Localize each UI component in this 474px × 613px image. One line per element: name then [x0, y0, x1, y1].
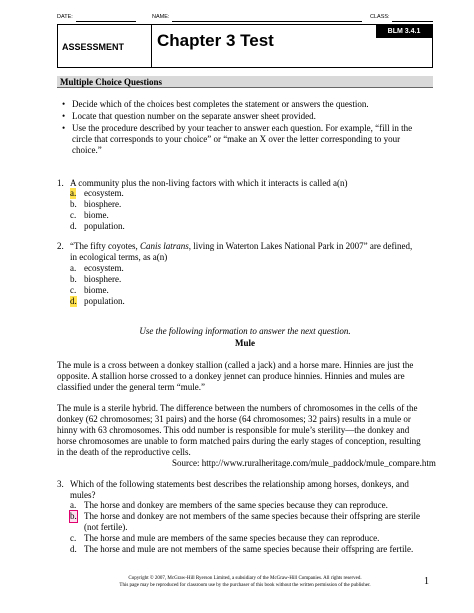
- info-para-2-line-3: hinny with 63 chromosomes. This odd number is responsible for mule’s sterility—the donkey and: [57, 425, 410, 435]
- q1-option-d-letter[interactable]: d.: [70, 221, 77, 231]
- footer: [57, 575, 433, 589]
- q3-option-d-letter[interactable]: d.: [70, 544, 77, 554]
- title-divider: [151, 25, 152, 67]
- bullet-icon: •: [62, 123, 66, 133]
- bullet-icon: •: [62, 111, 66, 121]
- question-1-text: A community plus the non-living factors with which it interacts is called a(n): [70, 178, 348, 188]
- q2-option-d-letter[interactable]: d.: [70, 296, 77, 306]
- name-line: [172, 21, 362, 22]
- info-para-2-line-1: The mule is a sterile hybrid. The difference between the numbers of chromosomes in the cells of the: [57, 403, 418, 413]
- q3-option-c-letter[interactable]: c.: [70, 533, 77, 543]
- info-para-2-line-4: horse chromosomes are unable to form matched pairs during the early stages of conception, resulting: [57, 436, 421, 446]
- section-heading: Multiple Choice Questions: [57, 76, 433, 88]
- question-1-number: 1.: [57, 178, 64, 188]
- question-2-text-line-2: in ecological terms, as a(n): [70, 252, 168, 262]
- question-3-text-line-1: Which of the following statements best describes the relationship among horses, donkeys, and: [70, 479, 409, 489]
- q1-option-c-text: biome.: [84, 210, 109, 220]
- q2-option-c-letter[interactable]: c.: [70, 285, 77, 295]
- info-para-1-line-1: The mule is a cross between a donkey stallion (called a jack) and a horse mare. Hinnies are just the: [57, 360, 414, 370]
- q1-option-a-text: ecosystem.: [84, 188, 124, 198]
- question-2-text: “The fifty coyotes, Canis latrans, living in Waterton Lakes National Park in 2007” are defined,: [70, 241, 413, 251]
- info-intro: Use the following information to answer the next question.: [139, 326, 351, 336]
- instruction-3-line-1: Use the procedure described by your teacher to answer each question. For example, “fill in the: [72, 123, 413, 133]
- footer-permission: This page may be reproduced for classroom use by the purchaser of this book without the written permission of the publisher.: [119, 583, 371, 588]
- question-3-number: 3.: [57, 479, 64, 489]
- q3-option-d-text: The horse and mule are not members of the same species because their offspring are fertile.: [84, 544, 414, 554]
- page-title: Chapter 3 Test: [157, 31, 274, 50]
- q3-option-a-letter[interactable]: a.: [70, 500, 77, 510]
- info-para-2-line-2: donkey (62 chromosomes; 31 pairs) and the horse (64 chromosomes; 32 pairs) results in a mule or: [57, 414, 411, 424]
- info-source: Source: http://www.ruralheritage.com/mule_paddock/mule_compare.htm: [172, 458, 436, 468]
- bullet-icon: •: [62, 99, 66, 109]
- info-para-2-line-5: in the death of the reproductive cells.: [57, 447, 191, 457]
- question-3-text-line-2: mules?: [70, 490, 96, 500]
- q1-option-b-letter[interactable]: b.: [70, 199, 77, 209]
- q2-option-c-text: biome.: [84, 285, 109, 295]
- question-2-number: 2.: [57, 241, 64, 251]
- date-label: DATE:: [57, 14, 73, 20]
- instruction-3-line-2: circle that corresponds to your choice” or “make an X over the letter corresponding to your: [72, 134, 401, 144]
- name-label: NAME:: [152, 14, 170, 20]
- blm-badge: BLM 3.4.1: [376, 25, 432, 38]
- instruction-2: Locate that question number on the separate answer sheet provided.: [72, 111, 316, 121]
- q2-option-b-text: biosphere.: [84, 274, 122, 284]
- class-label: CLASS:: [370, 14, 390, 20]
- info-para-1-line-3: classified under the general term “mule.”: [57, 382, 205, 392]
- info-para-1-line-2: opposite. A stallion horse crossed to a donkey jennet can produce hinnies. Hinnies and mules are: [57, 371, 405, 381]
- q3-option-b-text-line-2: (not fertile).: [84, 522, 128, 532]
- q1-option-b-text: biosphere.: [84, 199, 122, 209]
- page-number: 1: [424, 576, 429, 587]
- title-box: [57, 24, 433, 68]
- q2-option-a-text: ecosystem.: [84, 263, 124, 273]
- q1-option-d-text: population.: [84, 221, 125, 231]
- q3-option-c-text: The horse and mule are members of the same species because they can reproduce.: [84, 533, 380, 543]
- q2-option-b-letter[interactable]: b.: [70, 274, 77, 284]
- q3-option-b-text-line-1: The horse and donkey are not members of the same species because their offspring are sterile: [84, 511, 420, 521]
- q1-option-c-letter[interactable]: c.: [70, 210, 77, 220]
- date-line: [76, 21, 136, 22]
- q1-option-a-letter[interactable]: a.: [70, 188, 77, 198]
- instruction-1: Decide which of the choices best completes the statement or answers the question.: [72, 99, 369, 109]
- q2-option-a-letter[interactable]: a.: [70, 263, 77, 273]
- q2-option-d-text: population.: [84, 296, 125, 306]
- assessment-label: ASSESSMENT: [62, 42, 125, 52]
- instruction-3-line-3: choice.”: [72, 145, 102, 155]
- info-heading: Mule: [235, 338, 255, 348]
- class-line: [392, 21, 433, 22]
- q3-option-a-text: The horse and donkey are members of the same species because they can reproduce.: [84, 500, 388, 510]
- q3-option-b-letter[interactable]: b.: [70, 511, 77, 521]
- footer-copyright: Copyright © 2007, McGraw-Hill Ryerson Limited, a subsidiary of the McGraw-Hill Companies. All rights reserved.: [128, 576, 362, 581]
